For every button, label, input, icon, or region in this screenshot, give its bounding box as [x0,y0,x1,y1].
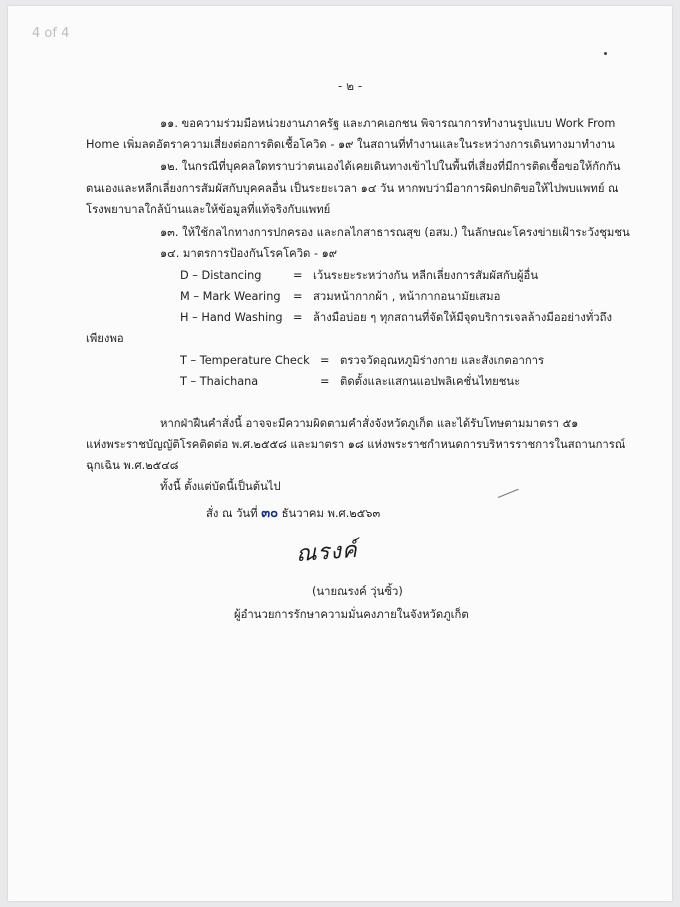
order-date-day: ๓๐ [261,506,279,521]
paragraph-12-line-3: โรงพยาบาลใกล้บ้านและให้ข้อมูลที่แท้จริงกับแพทย์ [86,203,331,216]
measure-t2-desc: ติดตั้งและแสกนแอปพลิเคชั่นไทยชนะ [340,375,521,388]
measure-t1-label: T – Temperature Check [180,354,310,367]
paragraph-12-line-1: ๑๒. ในกรณีที่บุคคลใดทราบว่าตนเองได้เคยเดินทางเข้าไปในพื้นที่เสี่ยงที่มีการติดเชื้อขอให้กักกัน [160,160,621,173]
measure-m-label: M – Mark Wearing [180,290,281,303]
paragraph-12-line-2: ตนเองและหลีกเลี่ยงการสัมผัสกับบุคคลอื่น เป็นระยะเวลา ๑๔ วัน หากพบว่ามีอาการผิดปกติขอให้ไปพบแพทย์ ณ [86,182,619,195]
measure-h-label: H – Hand Washing [180,311,283,324]
penalty-line-2: แห่งพระราชบัญญัติโรคติดต่อ พ.ศ.๒๕๕๘ และมาตรา ๑๘ แห่งพระราชกำหนดการบริหารราชการในสถานการณ์ [86,438,626,451]
measure-t1-desc: ตรวจวัดอุณหภูมิร่างกาย และสังเกตอาการ [340,354,545,367]
measure-d-label: D – Distancing [180,269,262,282]
order-date-suffix: ธันวาคม พ.ศ.๒๕๖๓ [281,507,381,520]
paragraph-11-line-2: Home เพิ่มลดอัตราความเสี่ยงต่อการติดเชื้อโควิด - ๑๙ ในสถานที่ทำงานและในระหว่างการเดินทางมาทำงาน [86,138,615,151]
document-page [8,6,672,901]
measure-d-eq: = [293,269,303,282]
measure-t2-eq: = [320,375,330,388]
measure-h-continuation: เพียงพอ [86,332,124,345]
measure-h-eq: = [293,311,303,324]
measure-h-desc: ล้างมือบ่อย ๆ ทุกสถานที่จัดให้มีจุดบริการเจลล้างมืออย่างทั่วถึง [313,311,613,324]
document-body [8,6,672,901]
penalty-line-3: ฉุกเฉิน พ.ศ.๒๕๔๘ [86,459,179,472]
paragraph-11-line-1: ๑๑. ขอความร่วมมือหน่วยงานภาครัฐ และภาคเอกชน พิจารณาการทำงานรูปแบบ Work From [160,117,616,130]
measure-m-desc: สวมหน้ากากผ้า , หน้ากากอนามัยเสมอ [313,290,501,303]
scan-speck [604,52,607,55]
order-date-prefix: สั่ง ณ วันที่ [206,507,258,520]
penalty-line-1: หากฝ่าฝืนคำสั่งนี้ อาจจะมีความผิดตามคำสั่งจังหวัดภูเก็ต และได้รับโทษตามมาตรา ๕๑ [160,417,579,430]
paragraph-13: ๑๓. ให้ใช้กลไกทางการปกครอง และกลไกสาธารณสุข (อสม.) ในลักษณะโครงข่ายเฝ้าระวังชุมชน [160,226,630,239]
signer-name: (นายณรงค์ วุ่นซิ้ว) [312,585,403,598]
measure-m-eq: = [293,290,303,303]
signer-title: ผู้อำนวยการรักษาความมั่นคงภายในจังหวัดภูเก็ต [234,608,469,621]
page-counter: 4 of 4 [32,26,70,41]
page-number: - ๒ - [338,79,363,93]
order-date [206,506,380,522]
measure-d-desc: เว้นระยะระหว่างกัน หลีกเลี่ยงการสัมผัสกับผู้อื่น [313,269,539,282]
measure-t1-eq: = [320,354,330,367]
measure-t2-label: T – Thaichana [180,375,259,388]
paragraph-14: ๑๔. มาตรการป้องกันโรคโควิด - ๑๙ [160,247,338,260]
signature: ณรงค์ [295,537,359,568]
effective-statement: ทั้งนี้ ตั้งแต่บัดนี้เป็นต้นไป [160,480,281,493]
